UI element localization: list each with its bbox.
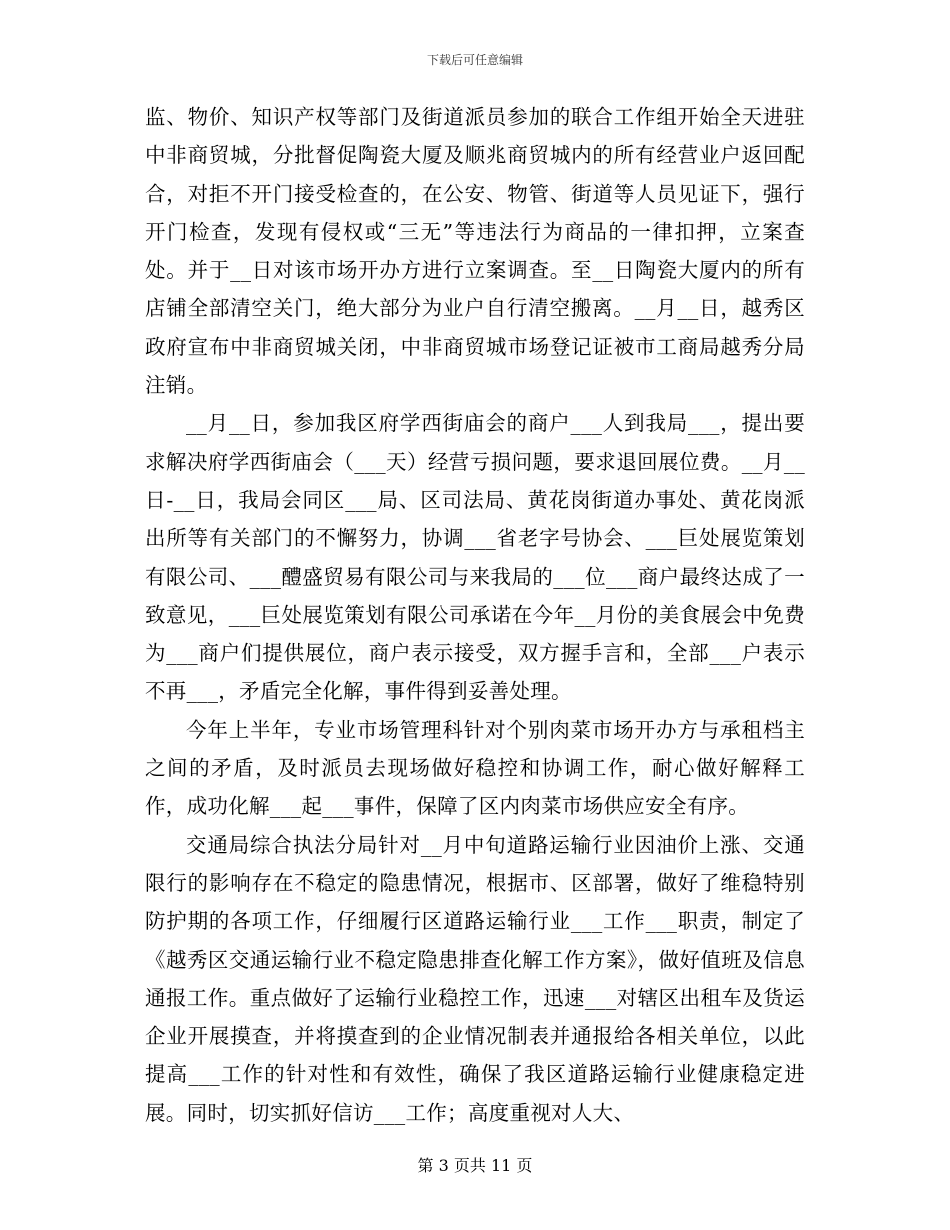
paragraph-1: 监、物价、知识产权等部门及街道派员参加的联合工作组开始全天进驻中非商贸城，分批督促陶瓷大厦及顺兆商贸城内的所有经营业户返回配合，对拒不开门接受检查的，在公安、物管、街道等人员见证下，强行开门检查，发现有侵权或“三无”等违法行为商品的一律扣押，立案查处。并于__日对该市场开办方进行立案调查。至__日陶瓷大厦内的所有店铺全部清空关门，绝大部分为业户自行清空搬离。__月__日，越秀区政府宣布中非商贸城关闭，中非商贸城市场登记证被市工商局越秀分局注销。: [145, 105, 805, 398]
paragraph-3: 今年上半年，专业市场管理科针对个别肉菜市场开办方与承租档主之间的矛盾，及时派员去现场做好稳控和协调工作，耐心做好解释工作，成功化解___起___事件，保障了区内肉菜市场供应安全有序。: [145, 717, 805, 819]
page-number: 第 3 页共 11 页: [417, 1156, 533, 1175]
paragraph-4: 交通局综合执法分局针对__月中旬道路运输行业因油价上涨、交通限行的影响存在不稳定的隐患情况，根据市、区部署，做好了维稳特别防护期的各项工作，仔细履行区道路运输行业___工作___职责，制定了《越秀区交通运输行业不稳定隐患排查化解工作方案》，做好值班及信息通报工作。重点做好了运输行业稳控工作，迅速___对辖区出租车及货运企业开展摸查，并将摸查到的企业情况制表并通报给各相关单位，以此提高___工作的针对性和有效性，确保了我区道路运输行业健康稳定进展。同时，切实抓好信访___工作；高度重视对人大、: [145, 832, 805, 1125]
document-body: [145, 98, 805, 1132]
page-header: 下载后可任意编辑: [426, 53, 523, 67]
paragraph-2: __月__日，参加我区府学西街庙会的商户___人到我局___，提出要求解决府学西街庙会（___天）经营亏损问题，要求退回展位费。__月__日-__日，我局会同区___局、区司法局、黄花岗街道办事处、黄花岗派出所等有关部门的不懈努力，协调___省老字号协会、___巨处展览策划有限公司、___醴盛贸易有限公司与来我局的___位___商户最终达成了一致意见，___巨处展览策划有限公司承诺在今年__月份的美食展会中免费为___商户们提供展位，商户表示接受，双方握手言和，全部___户表示不再___，矛盾完全化解，事件得到妥善处理。: [145, 411, 805, 704]
